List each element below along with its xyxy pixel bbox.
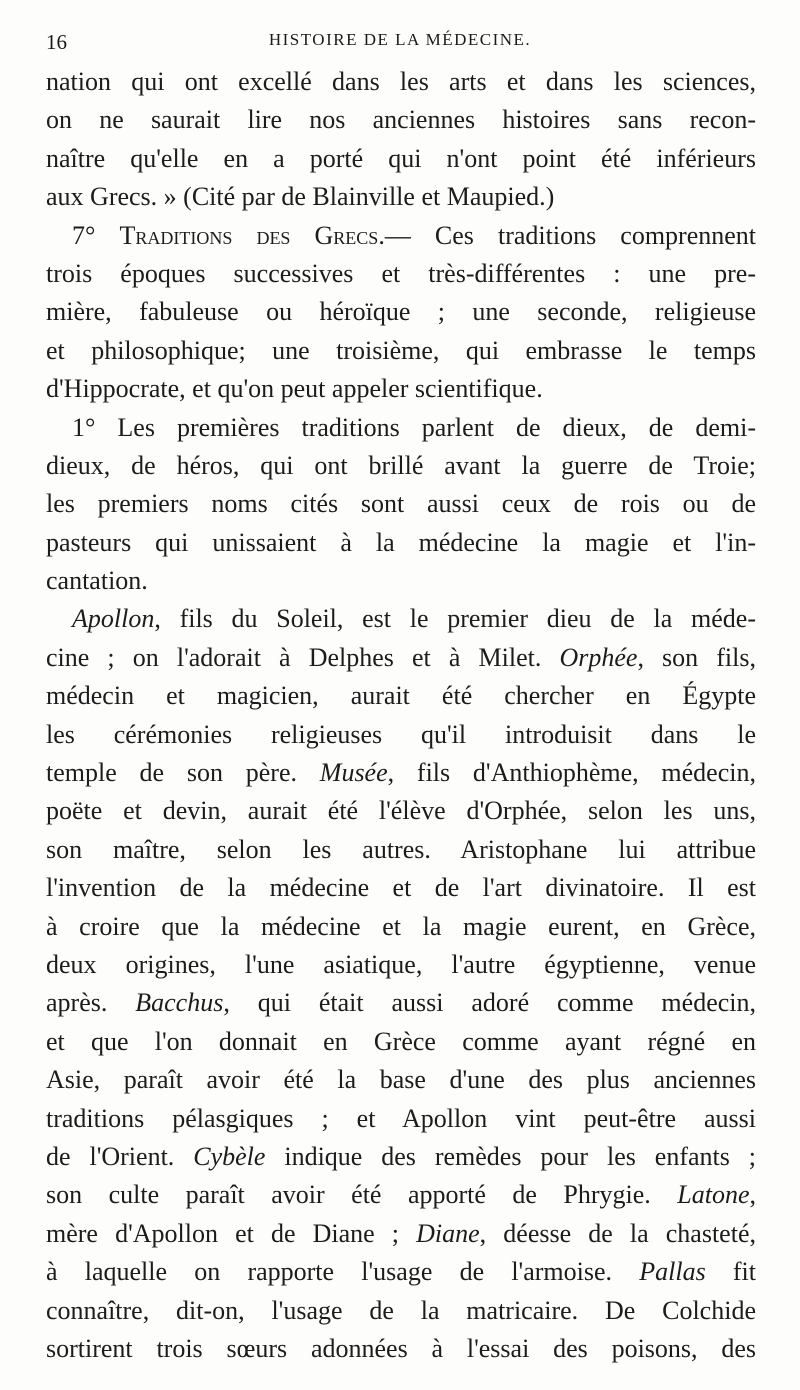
text-line <box>46 984 756 1022</box>
text-run: , son fils, <box>637 642 756 672</box>
text-line <box>46 409 756 447</box>
text-run: son culte paraît avoir été apporté de Phrygie. <box>46 1180 678 1210</box>
text-line <box>46 562 756 600</box>
italic-name: Bacchus <box>135 988 224 1018</box>
italic-name: Diane <box>416 1218 480 1248</box>
text-line <box>46 1100 756 1138</box>
body-text <box>46 63 756 1368</box>
text-line <box>46 716 756 754</box>
text-line <box>46 946 756 984</box>
text-run: médecin et magicien, aurait été chercher en Égypte <box>46 681 756 711</box>
text-line <box>46 677 756 715</box>
text-run: cantation. <box>46 566 148 596</box>
text-run: les cérémonies religieuses qu'il introduisit dans le <box>46 719 756 749</box>
text-run: fit <box>705 1257 756 1287</box>
text-line <box>46 1061 756 1099</box>
running-title: HISTOIRE DE LA MÉDECINE. <box>268 30 532 49</box>
text-run: l'invention de la médecine et de l'art divinatoire. Il est <box>46 873 756 903</box>
text-line <box>46 524 756 562</box>
text-line <box>46 293 756 331</box>
text-run: deux origines, l'une asiatique, l'autre égyptienne, venue <box>46 949 756 979</box>
text-run: et que l'on donnait en Grèce comme ayant régné en <box>46 1026 756 1056</box>
text-run: 1° Les premières traditions parlent de dieux, de demi- <box>72 412 756 442</box>
text-run: pasteurs qui unissaient à la médecine la magie et l'in- <box>46 527 756 557</box>
text-run: à laquelle on rapporte l'usage de l'armoise. <box>46 1257 640 1287</box>
text-line <box>46 1330 756 1368</box>
text-line <box>46 1176 756 1214</box>
text-run: indique des remèdes pour les enfants ; <box>265 1141 757 1171</box>
text-line <box>46 1215 756 1253</box>
text-run: , qui était aussi adoré comme médecin, <box>223 988 756 1018</box>
text-run: et philosophique; une troisième, qui embrasse le temps <box>46 335 756 365</box>
text-run: connaître, dit-on, l'usage de la matricaire. De Colchide <box>46 1295 756 1325</box>
text-run: les premiers noms cités sont aussi ceux de rois ou de <box>46 489 756 519</box>
text-line <box>46 217 756 255</box>
text-line <box>46 140 756 178</box>
text-run: , fils d'Anthiophème, médecin, <box>387 758 756 788</box>
text-run: de l'Orient. <box>46 1141 194 1171</box>
text-line <box>46 600 756 638</box>
text-run: cine ; on l'adorait à Delphes et à Milet. <box>46 642 560 672</box>
text-run: Asie, paraît avoir été la base d'une des plus anciennes <box>46 1065 756 1095</box>
text-run: poëte et devin, aurait été l'élève d'Orphée, selon les uns, <box>46 796 756 826</box>
page-number: 16 <box>46 30 67 54</box>
text-line <box>46 101 756 139</box>
text-line <box>46 908 756 946</box>
text-line <box>46 255 756 293</box>
section-heading: Traditions des Grecs <box>119 220 379 250</box>
text-line <box>46 63 756 101</box>
text-line <box>46 178 756 216</box>
text-line <box>46 792 756 830</box>
text-run: , fils du Soleil, est le premier dieu de la méde- <box>154 604 756 634</box>
text-line <box>46 1253 756 1291</box>
running-header <box>46 30 754 60</box>
text-line <box>46 1023 756 1061</box>
italic-name: Musée <box>319 758 388 788</box>
italic-name: Apollon <box>72 604 155 634</box>
text-run: d'Hippocrate, et qu'on peut appeler scientifique. <box>46 374 543 404</box>
text-run: dieux, de héros, qui ont brillé avant la guerre de Troie; <box>46 450 756 480</box>
text-line <box>46 1138 756 1176</box>
text-run: naître qu'elle en a porté qui n'ont point été inférieurs <box>46 143 756 173</box>
text-run: , déesse de la chasteté, <box>479 1218 756 1248</box>
text-line <box>46 1292 756 1330</box>
text-run: après. <box>46 988 136 1018</box>
text-line <box>46 831 756 869</box>
text-run: mère d'Apollon et de Diane ; <box>46 1218 417 1248</box>
text-run: nation qui ont excellé dans les arts et dans les sciences, <box>46 67 756 96</box>
text-run: son maître, selon les autres. Aristophane lui attribue <box>46 834 756 864</box>
text-run: , <box>749 1180 756 1210</box>
text-line <box>46 754 756 792</box>
text-run: trois époques successives et très-différentes : une pre- <box>46 258 756 288</box>
text-run: sortirent trois sœurs adonnées à l'essai des poisons, des <box>46 1333 756 1363</box>
italic-name: Latone <box>677 1180 750 1210</box>
text-line <box>46 332 756 370</box>
text-line <box>46 639 756 677</box>
text-line <box>46 447 756 485</box>
text-run: .— Ces traditions comprennent <box>378 220 756 250</box>
text-line <box>46 370 756 408</box>
text-run: aux Grecs. » (Cité par de Blainville et Maupied.) <box>46 182 555 212</box>
text-line <box>46 485 756 523</box>
italic-name: Pallas <box>639 1257 706 1287</box>
text-run: temple de son père. <box>46 758 320 788</box>
text-run: traditions pélasgiques ; et Apollon vint peut-être aussi <box>46 1103 756 1133</box>
text-run: à croire que la médecine et la magie eurent, en Grèce, <box>46 911 756 941</box>
text-line <box>46 869 756 907</box>
text-run: mière, fabuleuse ou héroïque ; une seconde, religieuse <box>46 297 756 327</box>
text-run: 7° <box>72 220 120 250</box>
text-run: on ne saurait lire nos anciennes histoires sans recon- <box>46 105 756 135</box>
italic-name: Orphée <box>559 642 638 672</box>
italic-name: Cybèle <box>193 1141 266 1171</box>
